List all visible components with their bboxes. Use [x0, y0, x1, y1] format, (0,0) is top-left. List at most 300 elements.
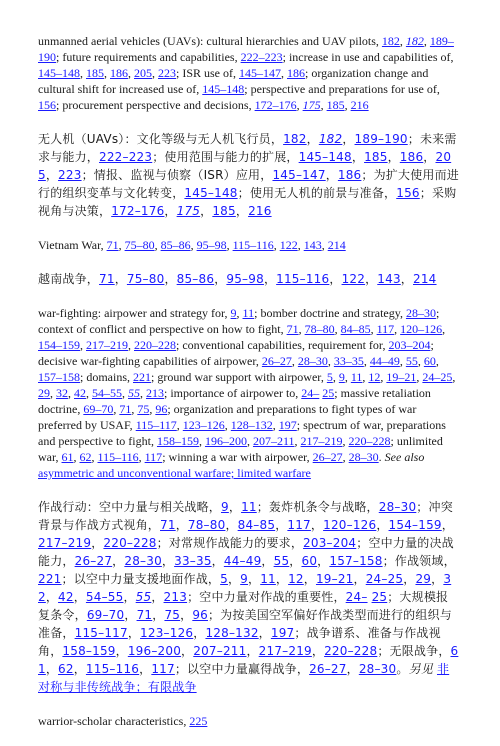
- page-ref-link[interactable]: 221: [38, 572, 62, 586]
- page-ref-link[interactable]: 55: [273, 554, 290, 568]
- entry-text: ，: [342, 132, 355, 146]
- page-ref-link[interactable]: 5: [326, 370, 333, 384]
- entry-text: ，: [181, 644, 194, 658]
- entry-text: ，: [225, 518, 238, 532]
- entry-text: 越南战争，: [38, 272, 100, 286]
- entry-text: ,: [224, 418, 231, 432]
- page-ref-link[interactable]: 115–116: [276, 272, 330, 286]
- page-ref-link[interactable]: 24–: [345, 590, 368, 604]
- entry-text: ，: [91, 536, 104, 550]
- entry-text: ；使用无人机的前景与准备，: [237, 186, 397, 200]
- page-ref-link[interactable]: 26–27: [312, 450, 343, 464]
- entry-text: ，: [164, 272, 177, 286]
- page-ref-link[interactable]: 117: [376, 322, 395, 336]
- index-entry-warfighting-zh: [38, 498, 460, 696]
- entry-text: ,: [246, 434, 253, 448]
- entry-text: Vietnam War,: [38, 238, 107, 252]
- page-ref-link[interactable]: 117: [144, 450, 163, 464]
- entry-text: ，: [193, 626, 206, 640]
- page-ref-link[interactable]: 115–117: [74, 626, 128, 640]
- entry-text: ,: [291, 354, 298, 368]
- page-ref-link[interactable]: 25: [322, 386, 335, 400]
- entry-text: ,: [80, 66, 86, 80]
- page-ref-link[interactable]: 非对称与非传统战争；有限战争: [38, 662, 450, 694]
- entry-text: ,: [131, 402, 138, 416]
- index-entry-vietnam-en: [38, 237, 460, 253]
- entry-text: ,: [296, 98, 303, 112]
- page-ref-link[interactable]: 223: [58, 168, 82, 182]
- entry-text: ，: [124, 608, 137, 622]
- page-ref-link[interactable]: 28–30: [378, 500, 417, 514]
- entry-text: ，: [45, 662, 59, 676]
- page-ref-link[interactable]: 42: [58, 590, 74, 604]
- entry-text: ; ground war support with airpower,: [151, 370, 327, 384]
- see-also-label: 另见: [408, 662, 433, 676]
- page-ref-link[interactable]: 196–200: [127, 644, 182, 658]
- page-ref-link[interactable]: 24–25: [422, 370, 453, 384]
- entry-text: ,: [399, 34, 406, 48]
- entry-text: ，: [353, 572, 366, 586]
- entry-text: ，: [403, 572, 416, 586]
- page-ref-link[interactable]: 28–30: [358, 662, 397, 676]
- entry-text: ；以空中力量赢得战争，: [174, 662, 310, 676]
- entry-text: ; conventional capabilities, requirement for,: [176, 338, 389, 352]
- entry-text: ,: [152, 66, 158, 80]
- page-ref-link[interactable]: 217–219: [86, 338, 128, 352]
- page-ref-link[interactable]: 186: [399, 150, 424, 164]
- page-ref-link[interactable]: 32: [38, 572, 452, 604]
- page-ref-link[interactable]: 186: [337, 168, 362, 182]
- page-ref-link[interactable]: 69–70: [86, 608, 125, 622]
- entry-text: 。: [396, 662, 409, 676]
- page-ref-link[interactable]: 5: [220, 572, 228, 586]
- page-ref-link[interactable]: 32: [56, 386, 68, 400]
- entry-text: ,: [362, 370, 369, 384]
- entry-text: ，: [246, 644, 259, 658]
- entry-text: ,: [399, 354, 406, 368]
- entry-text: ，: [311, 644, 325, 658]
- entry-text: war-fighting: airpower and strategy for,: [38, 306, 231, 320]
- page-ref-link[interactable]: 172–176: [111, 204, 165, 218]
- page-ref-link[interactable]: 214: [327, 238, 346, 252]
- entry-text: ,: [86, 386, 92, 400]
- page-ref-link[interactable]: 186: [287, 66, 305, 80]
- entry-text: .: [378, 450, 385, 464]
- page-ref-link[interactable]: 78–80: [187, 518, 226, 532]
- entry-text: ，: [325, 168, 338, 182]
- page-ref-link[interactable]: 75: [137, 402, 150, 416]
- page-ref-link[interactable]: 75–80: [126, 272, 165, 286]
- page-ref-link[interactable]: 186: [110, 66, 128, 80]
- entry-text: ，: [310, 518, 324, 532]
- page-ref-link[interactable]: 143: [303, 238, 322, 252]
- entry-text: ; organization and preparations to fight types of war preferred by USAF,: [38, 402, 417, 432]
- entry-text: ,: [394, 322, 401, 336]
- page-ref-link[interactable]: 115–116: [232, 238, 274, 252]
- entry-text: ,: [344, 370, 351, 384]
- entry-text: ，: [214, 272, 227, 286]
- entry-text: ,: [327, 354, 334, 368]
- index-page: [38, 33, 460, 746]
- page-ref-link[interactable]: 145–148: [184, 186, 238, 200]
- entry-text: ,: [273, 238, 280, 252]
- entry-text: ，: [317, 554, 330, 568]
- page-ref-link[interactable]: 28–30: [348, 450, 379, 464]
- entry-text: ，: [275, 572, 289, 586]
- page-ref-link[interactable]: 33–35: [333, 354, 364, 368]
- page-ref-link[interactable]: 189–190: [354, 132, 408, 146]
- page-ref-link[interactable]: 225: [189, 714, 208, 728]
- page-ref-link[interactable]: 207–211: [193, 644, 247, 658]
- entry-text: ,: [370, 322, 377, 336]
- page-ref-link[interactable]: 29: [38, 386, 50, 400]
- entry-text: ,: [149, 402, 156, 416]
- entry-text: ，: [248, 572, 261, 586]
- page-ref-link[interactable]: 26–27: [74, 554, 113, 568]
- entry-text: ，: [227, 572, 241, 586]
- page-ref-link[interactable]: 217–219: [300, 434, 343, 448]
- entry-text: ；以空中力量支援地面作战，: [61, 572, 221, 586]
- entry-text: ,: [452, 370, 456, 384]
- page-ref-link[interactable]: 158–159: [156, 434, 199, 448]
- entry-text: ,: [344, 98, 351, 112]
- page-ref-link[interactable]: 44–49: [223, 554, 262, 568]
- entry-text: ; bomber doctrine and strategy,: [254, 306, 406, 320]
- page-ref-link[interactable]: 71: [286, 322, 299, 336]
- entry-text: ，: [329, 272, 342, 286]
- page-ref-link[interactable]: 62: [58, 662, 74, 676]
- page-ref-link[interactable]: 28–30: [297, 354, 328, 368]
- page-ref-link[interactable]: 42: [74, 386, 86, 400]
- entry-text: unmanned aerial vehicles (UAVs): cultural hierarchies and UAV pilots,: [38, 34, 382, 48]
- page-ref-link[interactable]: 197: [278, 418, 297, 432]
- page-ref-link[interactable]: 69–70: [83, 402, 114, 416]
- entry-text: ；作战领域，: [382, 554, 456, 568]
- page-ref-link[interactable]: 216: [248, 204, 272, 218]
- page-ref-link[interactable]: 154–159: [38, 338, 80, 352]
- entry-text: ; unlimited war,: [38, 434, 443, 464]
- entry-text: ,: [294, 434, 301, 448]
- entry-text: 作战行动：空中力量与相关战略，: [38, 500, 222, 514]
- entry-text: ; perspective and preparations for use of,: [244, 82, 440, 96]
- page-ref-link[interactable]: 222–223: [240, 50, 283, 64]
- entry-text: ,: [91, 450, 98, 464]
- page-ref-link[interactable]: 175: [302, 98, 321, 112]
- entry-text: ,: [122, 386, 128, 400]
- page-ref-link[interactable]: 54–55: [85, 590, 124, 604]
- entry-text: ，: [303, 572, 316, 586]
- entry-text: ，: [139, 662, 152, 676]
- entry-text: ，: [151, 590, 164, 604]
- entry-text: ,: [226, 238, 233, 252]
- page-ref-link[interactable]: 145–147: [272, 168, 326, 182]
- entry-text: ，: [387, 150, 400, 164]
- entry-text: ，: [45, 590, 59, 604]
- page-ref-link[interactable]: 75–80: [124, 238, 155, 252]
- entry-text: ; ISR use of,: [176, 66, 239, 80]
- page-ref-link[interactable]: 213: [163, 590, 188, 604]
- page-ref-link[interactable]: 11: [350, 370, 363, 384]
- page-ref-link[interactable]: 28–30: [405, 306, 436, 320]
- entry-text: ，: [258, 626, 271, 640]
- page-ref-link[interactable]: 60: [301, 554, 318, 568]
- page-ref-link[interactable]: 220–228: [103, 536, 157, 550]
- page-ref-link[interactable]: 145–148: [202, 82, 245, 96]
- entry-text: ；无限战争，: [377, 644, 451, 658]
- entry-text: ; context of conflict and perspective on how to fight,: [38, 306, 440, 336]
- page-ref-link[interactable]: 71: [106, 238, 119, 252]
- page-ref-link[interactable]: 60: [423, 354, 436, 368]
- entry-text: ; organization change and cultural shift for increased use of,: [38, 66, 429, 96]
- page-ref-link[interactable]: 33–35: [174, 554, 212, 568]
- entry-text: ；空中力量的决战能力，: [38, 536, 454, 568]
- page-ref-link[interactable]: 221: [133, 370, 151, 384]
- index-entry-uav-zh: [38, 130, 460, 220]
- page-ref-link[interactable]: 26–27: [309, 662, 347, 676]
- page-ref-link[interactable]: 217–219: [258, 644, 312, 658]
- page-ref-link[interactable]: 123–126: [140, 626, 194, 640]
- page-ref-link[interactable]: 128–132: [205, 626, 259, 640]
- page-ref-link[interactable]: 157–158: [329, 554, 383, 568]
- entry-text: ；空中力量对作战的重要性，: [187, 590, 346, 604]
- page-ref-link[interactable]: 203–204: [303, 536, 357, 550]
- page-ref-link[interactable]: 71: [99, 272, 115, 286]
- page-ref-link[interactable]: 172–176: [254, 98, 297, 112]
- entry-text: ，: [115, 644, 128, 658]
- entry-text: ，: [45, 168, 59, 182]
- page-ref-link[interactable]: 11: [260, 572, 276, 586]
- entry-text: ；大规模报复条令，: [38, 590, 449, 622]
- entry-text: ；对常规作战能力的要求，: [156, 536, 304, 550]
- page-ref-link[interactable]: 117: [151, 662, 175, 676]
- page-ref-link[interactable]: 214: [413, 272, 437, 286]
- page-ref-link[interactable]: 182: [318, 132, 343, 146]
- page-ref-link[interactable]: 96: [192, 608, 208, 622]
- page-ref-link[interactable]: 145–148: [298, 150, 352, 164]
- entry-text: ，: [263, 272, 277, 286]
- page-ref-link[interactable]: 157–158: [38, 370, 80, 384]
- page-ref-link[interactable]: 9: [221, 500, 229, 514]
- entry-text: ,: [342, 450, 349, 464]
- entry-text: ; domains,: [80, 370, 133, 384]
- page-ref-link[interactable]: 145–147: [239, 66, 281, 80]
- entry-text: ,: [272, 418, 279, 432]
- entry-text: ,: [321, 238, 328, 252]
- entry-text: ，: [365, 272, 378, 286]
- page-ref-link[interactable]: 71: [136, 608, 153, 622]
- page-ref-link[interactable]: 220–228: [324, 644, 378, 658]
- entry-text: ; future requirements and capabilities,: [56, 50, 241, 64]
- page-ref-link[interactable]: 158–159: [62, 644, 116, 658]
- entry-text: ,: [113, 402, 120, 416]
- entry-text: ，: [400, 272, 413, 286]
- page-ref-link[interactable]: 54–55: [92, 386, 122, 400]
- page-ref-link[interactable]: 120–126: [323, 518, 377, 532]
- page-ref-link[interactable]: 26–27: [261, 354, 292, 368]
- page-ref-link[interactable]: 28–30: [124, 554, 162, 568]
- page-ref-link[interactable]: 85–86: [160, 238, 191, 252]
- page-ref-link[interactable]: 185: [212, 204, 236, 218]
- page-ref-link[interactable]: 115–117: [135, 418, 177, 432]
- entry-text: ,: [104, 66, 110, 80]
- entry-text: warrior-scholar characteristics,: [38, 714, 190, 728]
- page-ref-link[interactable]: 189–190: [38, 34, 454, 64]
- page-ref-link[interactable]: 196–200: [204, 434, 247, 448]
- entry-text: ，: [275, 518, 288, 532]
- entry-text: ，: [441, 518, 454, 532]
- entry-text: ,: [128, 66, 134, 80]
- page-ref-link[interactable]: 156: [38, 98, 56, 112]
- page-ref-link[interactable]: 55: [135, 590, 152, 604]
- page-ref-link[interactable]: 182: [381, 34, 400, 48]
- page-ref-link[interactable]: 29: [415, 572, 432, 586]
- page-ref-link[interactable]: 9: [240, 572, 249, 586]
- page-ref-link[interactable]: 62: [79, 450, 92, 464]
- entry-text: ,: [298, 322, 305, 336]
- entry-text: ，: [211, 554, 224, 568]
- entry-text: ,: [50, 386, 56, 400]
- page-ref-link[interactable]: 120–126: [400, 322, 443, 336]
- page-ref-link[interactable]: 55: [405, 354, 418, 368]
- entry-text: ,: [281, 66, 287, 80]
- page-ref-link[interactable]: 185: [364, 150, 388, 164]
- page-ref-link[interactable]: 61: [38, 644, 459, 676]
- page-ref-link[interactable]: 19–21: [315, 572, 354, 586]
- page-ref-link[interactable]: 185: [326, 98, 345, 112]
- see-also-label: See also: [384, 450, 425, 464]
- page-ref-link[interactable]: 24–: [301, 386, 320, 400]
- page-ref-link[interactable]: 220–228: [134, 338, 176, 352]
- page-ref-link[interactable]: 78–80: [304, 322, 335, 336]
- page-ref-link[interactable]: 175: [176, 204, 201, 218]
- page-ref-link[interactable]: 75: [164, 608, 181, 622]
- page-ref-link[interactable]: 117: [287, 518, 311, 532]
- entry-text: ; spectrum of war, preparations and perspective to fight,: [38, 418, 446, 448]
- entry-text: ,: [334, 322, 341, 336]
- entry-text: ,: [297, 238, 304, 252]
- page-ref-link[interactable]: asymmetric and unconventional warfare; limited warfare: [38, 466, 311, 480]
- entry-text: ，: [431, 572, 444, 586]
- page-ref-link[interactable]: 216: [350, 98, 369, 112]
- entry-text: ；轰炸机条令与战略，: [256, 500, 379, 514]
- page-ref-link[interactable]: 85–86: [176, 272, 215, 286]
- entry-text: ,: [236, 306, 243, 320]
- page-ref-link[interactable]: 11: [242, 306, 255, 320]
- page-ref-link[interactable]: 25: [371, 590, 388, 604]
- entry-text: ; procurement perspective and decisions,: [56, 98, 255, 112]
- page-ref-link[interactable]: 61: [61, 450, 74, 464]
- page-ref-link[interactable]: 11: [241, 500, 257, 514]
- entry-text: ; importance of airpower to,: [164, 386, 302, 400]
- index-entry-uav-en: [38, 33, 460, 113]
- entry-text: ,: [423, 34, 430, 48]
- entry-text: ; massive retaliation doctrine,: [38, 386, 431, 416]
- entry-text: ；冲突背景与作战方式视角，: [38, 500, 453, 532]
- page-ref-link[interactable]: 154–159: [388, 518, 442, 532]
- page-ref-link[interactable]: 12: [368, 370, 381, 384]
- page-ref-link[interactable]: 95–98: [226, 272, 264, 286]
- page-ref-link[interactable]: 115–116: [97, 450, 139, 464]
- entry-text: ，: [228, 500, 242, 514]
- entry-text: ，: [235, 204, 249, 218]
- page-ref-link[interactable]: 24–25: [365, 572, 404, 586]
- page-ref-link[interactable]: 207–211: [252, 434, 295, 448]
- entry-text: ；为按美国空军偏好作战类型而进行的组织与准备，: [38, 608, 452, 640]
- page-ref-link[interactable]: 205: [134, 66, 152, 80]
- page-ref-link[interactable]: 220–228: [348, 434, 391, 448]
- entry-text: ；为扩大使用而进行的组织变革与文化转变，: [38, 168, 460, 200]
- page-ref-link[interactable]: 182: [405, 34, 424, 48]
- page-ref-link[interactable]: 95–98: [196, 238, 227, 252]
- page-ref-link[interactable]: 96: [155, 402, 168, 416]
- page-ref-link[interactable]: 217–219: [38, 536, 92, 550]
- index-entry-warrior-scholar-en: [38, 713, 460, 729]
- page-ref-link[interactable]: 55: [128, 386, 140, 400]
- page-ref-link[interactable]: 156: [396, 186, 420, 200]
- entry-text: ，: [114, 272, 127, 286]
- page-ref-link[interactable]: 9: [230, 306, 237, 320]
- entry-text: ,: [190, 238, 197, 252]
- page-ref-link[interactable]: 12: [288, 572, 304, 586]
- entry-text: ,: [435, 354, 439, 368]
- entry-text: ，: [351, 150, 365, 164]
- entry-text: ，: [306, 132, 319, 146]
- page-ref-link[interactable]: 71: [119, 402, 132, 416]
- entry-text: ；未来需求与能力，: [38, 132, 457, 164]
- page-ref-link[interactable]: 84–85: [237, 518, 276, 532]
- page-ref-link[interactable]: 122: [341, 272, 366, 286]
- page-ref-link[interactable]: 123–126: [182, 418, 225, 432]
- page-ref-link[interactable]: 19–21: [386, 370, 417, 384]
- page-ref-link[interactable]: 185: [86, 66, 104, 80]
- page-ref-link[interactable]: 213: [146, 386, 164, 400]
- entry-text: ，: [376, 518, 389, 532]
- entry-text: ，: [200, 204, 213, 218]
- entry-text: ；情报、监视与侦察（ISR）应用，: [81, 168, 273, 182]
- entry-text: ，: [161, 554, 175, 568]
- page-ref-link[interactable]: 84–85: [340, 322, 371, 336]
- page-ref-link[interactable]: 44–49: [369, 354, 400, 368]
- page-ref-link[interactable]: 115–116: [85, 662, 140, 676]
- entry-text: ，: [127, 626, 141, 640]
- entry-text: ,: [138, 450, 145, 464]
- index-entry-warfighting-en: [38, 305, 460, 481]
- entry-text: ，: [73, 662, 86, 676]
- page-ref-link[interactable]: 122: [279, 238, 298, 252]
- page-ref-link[interactable]: 197: [270, 626, 295, 640]
- page-ref-link[interactable]: 222–223: [99, 150, 153, 164]
- page-ref-link[interactable]: 71: [160, 518, 176, 532]
- page-ref-link[interactable]: 182: [283, 132, 307, 146]
- entry-text: ,: [154, 238, 161, 252]
- page-ref-link[interactable]: 203–204: [388, 338, 431, 352]
- page-ref-link[interactable]: 205: [38, 150, 452, 182]
- page-ref-link[interactable]: 145–148: [38, 66, 80, 80]
- entry-text: ；采购视角与决策，: [38, 186, 457, 218]
- entry-text: ,: [442, 322, 446, 336]
- entry-text: ，: [164, 204, 177, 218]
- index-entry-vietnam-zh: [38, 270, 460, 288]
- page-ref-link[interactable]: 223: [158, 66, 176, 80]
- entry-text: ; decisive war-fighting capabilities of airpower,: [38, 338, 434, 368]
- entry-text: ,: [128, 338, 134, 352]
- page-ref-link[interactable]: 128–132: [230, 418, 273, 432]
- entry-text: ,: [380, 370, 387, 384]
- page-ref-link[interactable]: 9: [338, 370, 345, 384]
- page-ref-link[interactable]: 143: [377, 272, 401, 286]
- entry-text: ,: [416, 370, 423, 384]
- entry-text: ,: [176, 418, 183, 432]
